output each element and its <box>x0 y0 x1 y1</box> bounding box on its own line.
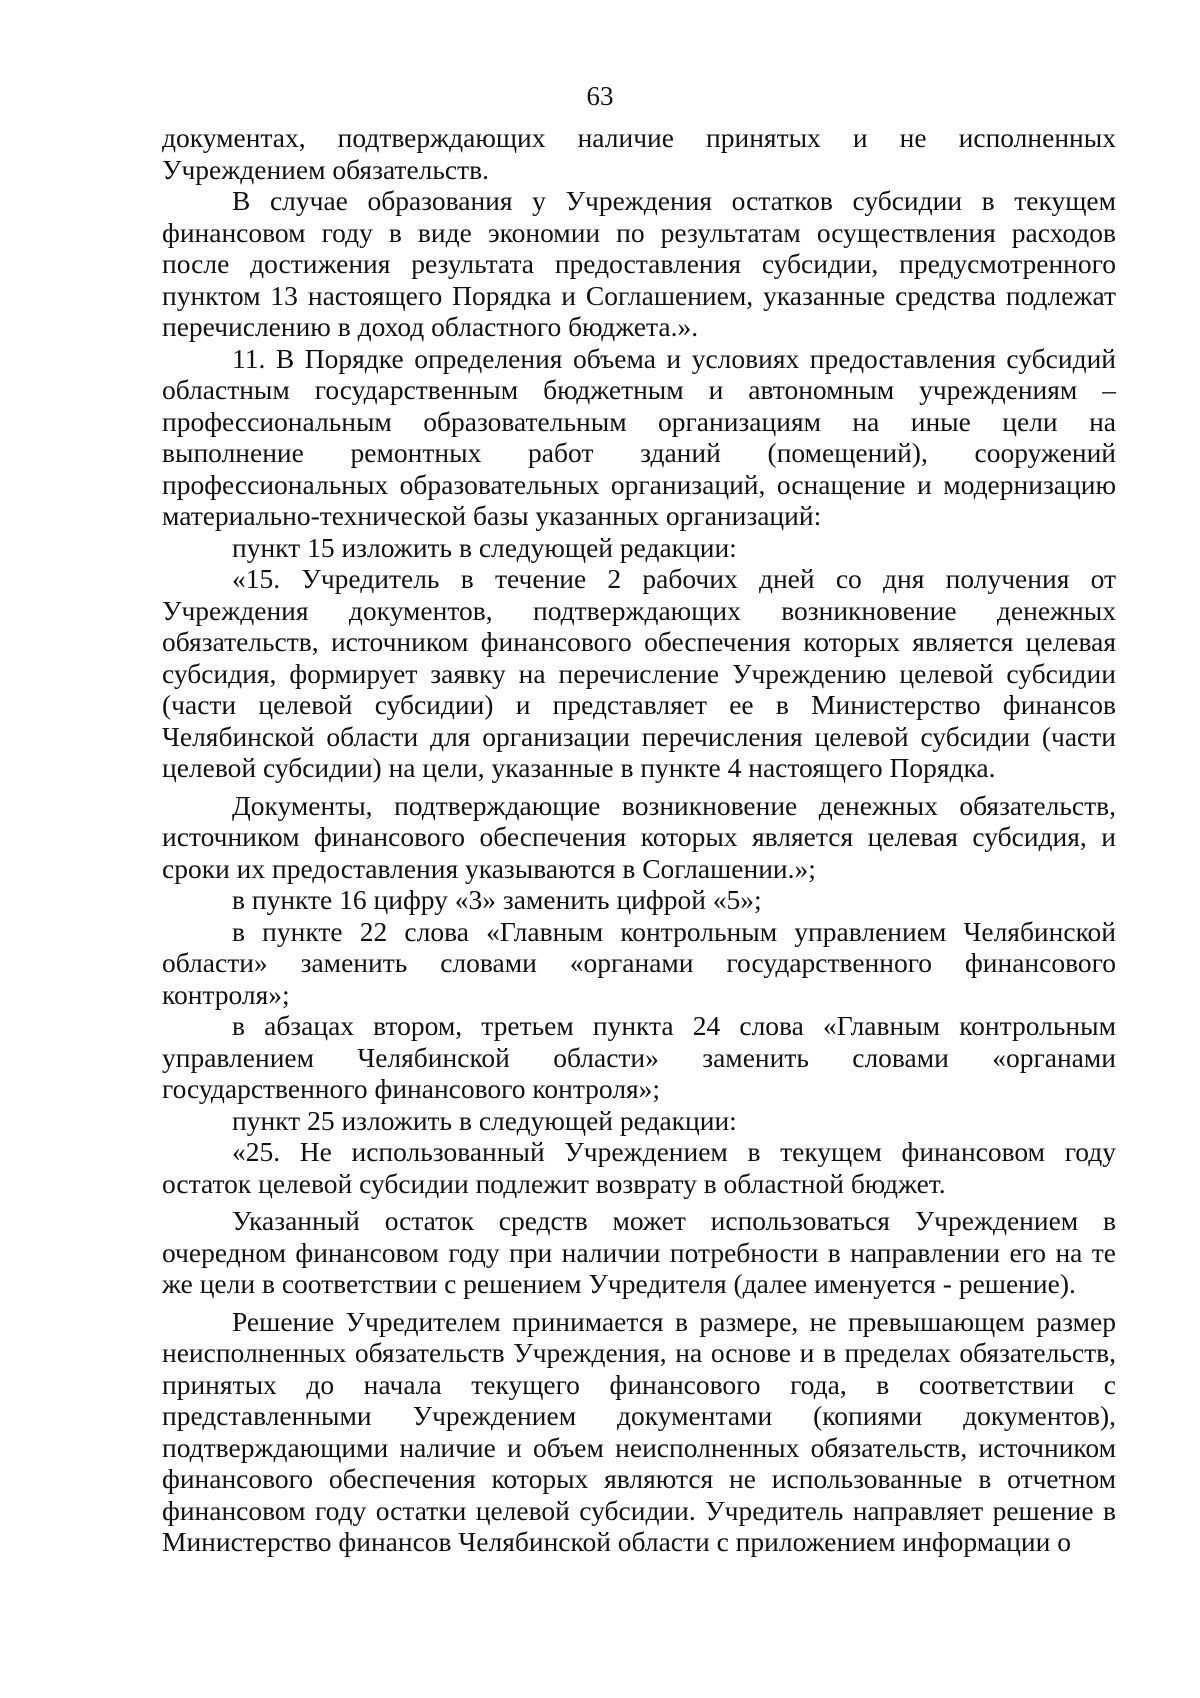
paragraph: 11. В Порядке определения объема и условиях предоставления субсидий областным государственным бюджетным и автономным учреждениям – профессиональным образовательным организациям на иные цели на выполнение ремонтных работ зданий (помещений), сооружений профессиональных образовательных организаций, оснащение и модернизацию материально-технической базы указанных организаций: <box>162 342 1116 531</box>
document-body <box>162 122 1116 1558</box>
paragraph: Указанный остаток средств может использоваться Учреждением в очередном финансовом году при наличии потребности в направлении его на те же цели в соответствии с решением Учредителя (далее именуется - решение). <box>162 1205 1116 1299</box>
paragraph: Документы, подтверждающие возникновение денежных обязательств, источником финансового обеспечения которых является целевая субсидия, и сроки их предоставления указываются в Соглашении.»; <box>162 789 1116 884</box>
paragraph: документах, подтверждающих наличие принятых и не исполненных Учреждением обязательств. <box>162 122 1116 185</box>
paragraph: «15. Учредитель в течение 2 рабочих дней со дня получения от Учреждения документов, подтверждающих возникновение денежных обязательств, источником финансового обеспечения которых является целевая субсидия, формирует заявку на перечисление Учреждению целевой субсидии (части целевой субсидии) и представляет ее в Министерство финансов Челябинской области для организации перечисления целевой субсидии (части целевой субсидии) на цели, указанные в пункте 4 настоящего Порядка. <box>162 563 1116 783</box>
paragraph: пункт 25 изложить в следующей редакции: <box>232 1104 737 1136</box>
paragraph: в пункте 16 цифру «3» заменить цифрой «5»; <box>232 884 762 915</box>
page-number: 63 <box>586 81 614 111</box>
paragraph: Решение Учредителем принимается в размере, не превышающем размер неисполненных обязательств Учреждения, на основе и в пределах обязательств, принятых до начала текущего финансового года, в соответствии с представленными Учреждением документами (копиями документов), подтверждающими наличие и объем неисполненных обязательств, источником финансового обеспечения которых являются не использованные в отчетном финансовом году остатки целевой субсидии. Учредитель направляет решение в Министерство финансов Челябинской области с приложением информации о <box>162 1305 1116 1557</box>
paragraph: «25. Не использованный Учреждением в текущем финансовом году остаток целевой субсидии подлежит возврату в областной бюджет. <box>162 1136 1116 1199</box>
paragraph: в пункте 22 слова «Главным контрольным управлением Челябинской области» заменить словами «органами государственного финансового контроля»; <box>162 915 1116 1010</box>
paragraph: в абзацах втором, третьем пункта 24 слова «Главным контрольным управлением Челябинской области» заменить словами «органами государственного финансового контроля»; <box>162 1010 1116 1104</box>
paragraph: пункт 15 изложить в следующей редакции: <box>232 531 737 563</box>
paragraph: В случае образования у Учреждения остатков субсидии в текущем финансовом году в виде экономии по результатам осуществления расходов после достижения результата предоставления субсидии, предусмотренного пунктом 13 настоящего Порядка и Соглашением, указанные средства подлежат перечислению в доход областного бюджета.». <box>162 185 1116 342</box>
